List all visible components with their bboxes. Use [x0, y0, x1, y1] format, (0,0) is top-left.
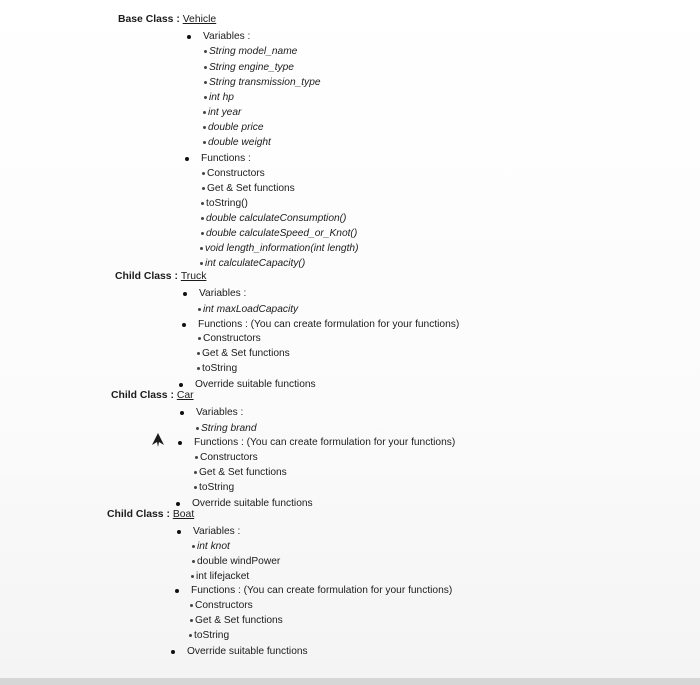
boat-heading-label: Child Class : [107, 509, 173, 520]
boat-variables-label: Variables : [193, 526, 241, 537]
bullet-icon [175, 589, 179, 593]
vehicle-variable: double weight [208, 137, 271, 148]
car-function: Get & Set functions [199, 467, 287, 478]
vehicle-variable: int hp [209, 92, 234, 103]
vehicle-variable: int year [208, 107, 242, 118]
truck-functions-label: Functions : (You can create formulation for your functions) [198, 319, 460, 330]
sub-bullet-icon [198, 308, 201, 311]
vehicle-variable: String engine_type [209, 62, 294, 73]
sub-bullet-icon [190, 619, 193, 622]
boat-variable: int lifejacket [196, 571, 250, 582]
sub-bullet-icon [204, 66, 207, 69]
vehicle-variables-label: Variables : [203, 31, 251, 42]
mouse-pointer-icon [151, 432, 165, 448]
sub-bullet-icon [202, 172, 205, 175]
boat-override: Override suitable functions [187, 646, 308, 657]
sub-bullet-icon [203, 111, 206, 114]
sub-bullet-icon [202, 187, 205, 190]
sub-bullet-icon [192, 560, 195, 563]
bullet-icon [180, 411, 184, 415]
sub-bullet-icon [195, 456, 198, 459]
vehicle-function: Constructors [207, 168, 265, 179]
vehicle-class-name: Vehicle [182, 14, 217, 25]
vehicle-function: Get & Set functions [207, 183, 295, 194]
boat-functions-label: Functions : (You can create formulation for your functions) [191, 585, 453, 596]
bullet-icon [177, 530, 181, 534]
vehicle-function: int calculateCapacity() [205, 258, 306, 269]
vehicle-variable: double price [208, 122, 264, 133]
truck-function: toString [202, 363, 238, 374]
boat-function: Get & Set functions [195, 615, 283, 626]
sub-bullet-icon [190, 604, 193, 607]
vehicle-functions-label: Functions : [201, 153, 251, 164]
truck-override: Override suitable functions [195, 379, 316, 390]
sub-bullet-icon [200, 262, 203, 265]
sub-bullet-icon [197, 367, 200, 370]
bullet-icon [171, 650, 175, 654]
boat-function: toString [194, 630, 230, 641]
truck-variable: int maxLoadCapacity [203, 304, 299, 315]
sub-bullet-icon [200, 247, 203, 250]
car-function: Constructors [200, 452, 258, 463]
boat-class-name: Boat [172, 509, 195, 520]
sub-bullet-icon [204, 81, 207, 84]
sub-bullet-icon [203, 141, 206, 144]
boat-function: Constructors [195, 600, 253, 611]
sub-bullet-icon [194, 471, 197, 474]
vehicle-heading [118, 13, 216, 26]
car-variables-label: Variables : [196, 407, 244, 418]
bullet-icon [182, 323, 186, 327]
bullet-icon [178, 441, 182, 445]
sub-bullet-icon [191, 575, 194, 578]
sub-bullet-icon [197, 352, 200, 355]
vehicle-heading-label: Base Class : [118, 14, 183, 25]
bullet-icon [187, 35, 191, 39]
sub-bullet-icon [204, 96, 207, 99]
sub-bullet-icon [201, 202, 204, 205]
car-variable: String brand [201, 423, 257, 434]
bullet-icon [185, 157, 189, 161]
vehicle-function: double calculateSpeed_or_Knot() [206, 228, 358, 239]
car-heading [111, 389, 194, 402]
vehicle-variable: String transmission_type [209, 77, 321, 88]
bullet-icon [179, 383, 183, 387]
truck-function: Constructors [203, 333, 261, 344]
boat-variable: double windPower [197, 556, 281, 567]
sub-bullet-icon [203, 126, 206, 129]
sub-bullet-icon [198, 337, 201, 340]
sub-bullet-icon [204, 50, 207, 53]
car-heading-label: Child Class : [111, 390, 177, 401]
vehicle-function: void length_information(int length) [205, 243, 359, 254]
truck-class-name: Truck [180, 271, 207, 282]
truck-heading-label: Child Class : [115, 271, 181, 282]
car-class-name: Car [176, 390, 194, 401]
sub-bullet-icon [194, 486, 197, 489]
sub-bullet-icon [201, 232, 204, 235]
vehicle-variable: String model_name [209, 46, 298, 57]
car-override: Override suitable functions [192, 498, 313, 509]
truck-heading [115, 270, 206, 283]
bullet-icon [176, 502, 180, 506]
sub-bullet-icon [201, 217, 204, 220]
boat-variable: int knot [197, 541, 230, 552]
vehicle-function: double calculateConsumption() [206, 213, 347, 224]
car-function: toString [199, 482, 235, 493]
boat-heading [107, 508, 194, 521]
vehicle-function: toString() [206, 198, 248, 209]
truck-function: Get & Set functions [202, 348, 290, 359]
bullet-icon [183, 292, 187, 296]
sub-bullet-icon [189, 634, 192, 637]
sub-bullet-icon [192, 545, 195, 548]
car-functions-label: Functions : (You can create formulation for your functions) [194, 437, 456, 448]
truck-variables-label: Variables : [199, 288, 247, 299]
page-bottom-edge [0, 678, 700, 685]
sub-bullet-icon [196, 427, 199, 430]
